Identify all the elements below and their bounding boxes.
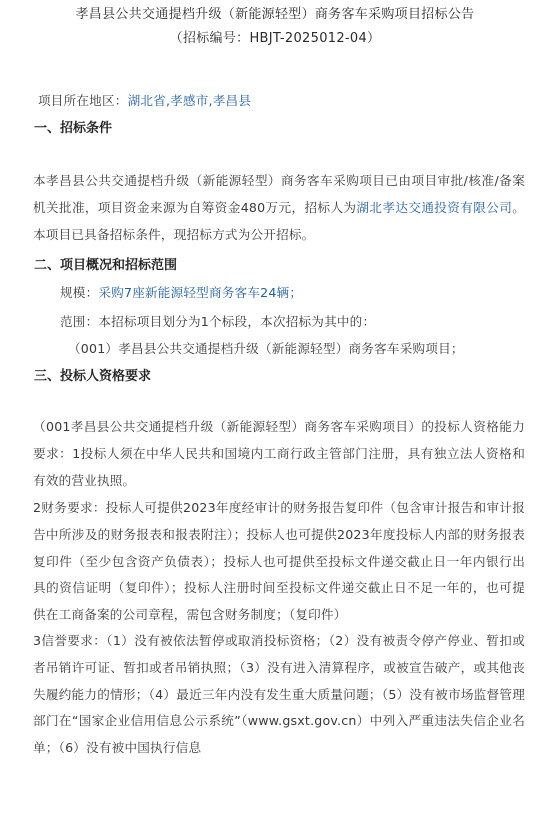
project-location-label: 项目所在地区： [38, 93, 128, 108]
project-scope [60, 313, 375, 331]
project-scope-label: 范围： [60, 314, 99, 329]
project-scale-value: 采购7座新能源轻型商务客车24辆； [98, 285, 303, 300]
project-scale-label: 规模： [60, 285, 99, 300]
tenderer-name: 湖北孝达交通投资有限公司 [356, 199, 513, 215]
lot-item: （001）孝昌县公共交通提档升级（新能源轻型）商务客车采购项目； [68, 341, 464, 356]
project-scope-value: 本招标项目划分为1个标段，本次招标为其中的： [98, 314, 376, 329]
document-title: 孝昌县公共交通提档升级（新能源轻型）商务客车采购项目招标公告 [75, 7, 475, 22]
section-3-heading: 三、投标人资格要求 [34, 369, 152, 384]
section-1-paragraph [33, 168, 525, 248]
bottom-fade [0, 795, 550, 814]
qualification-paragraph-financial: 2财务要求：投标人可提供2023年度经审计的财务报告复印件（包含审计报告和审计报告中所涉及的财务报表和报表附注）；投标人也可提供2023年度投标人内部的财务报表复印件（至少包含资产负债表）；投标人也可提供至投标文件递交截止日一年内银行出具的资信证明（复印件）；投标人注册时间至投标文件递交截止日不足一年的，也可提供在工商备案的公司章程，需包含财务制度；（复印件） [33, 500, 525, 623]
tender-number: （招标编号：HBJT-2025012-04） [169, 31, 381, 46]
project-location [38, 92, 251, 110]
project-scale [60, 284, 302, 302]
qualification-paragraph-1: （001孝昌县公共交通提档升级（新能源轻型）商务客车采购项目）的投标人资格能力要求：1投标人须在中华人民共和国境内工商行政主管部门注册，具有独立法人资格和有效的营业执照。 [33, 419, 525, 488]
section-2-heading: 二、项目概况和招标范围 [34, 258, 178, 273]
section-1-text-part2: 。本项目已具备招标条件，现招标方式为公开招标。 [33, 199, 525, 242]
qualification-paragraph-credit: 3信誉要求：（1）没有被依法暂停或取消投标资格；（2）没有被责令停产停业、暂扣或者吊销许可证、暂扣或者吊销执照；（3）没有进入清算程序，或被宣告破产，或其他丧失履约能力的情形；（4）最近三年内没有发生重大质量问题；（5）没有被市场监督管理部门在“国家企业信用信息公示系统”（www.gsxt.gov.cn）中列入严重违法失信企业名单；（6）没有被中国执行信息 [33, 633, 525, 756]
project-location-value: 湖北省,孝感市,孝昌县 [127, 93, 252, 108]
section-1-heading: 一、招标条件 [34, 121, 113, 136]
section-1-text-part1: 本孝昌县公共交通提档升级（新能源轻型）商务客车采购项目已由项目审批/核准/备案机关批准，项目资金来源为自筹资金480万元，招标人为 [33, 173, 525, 215]
